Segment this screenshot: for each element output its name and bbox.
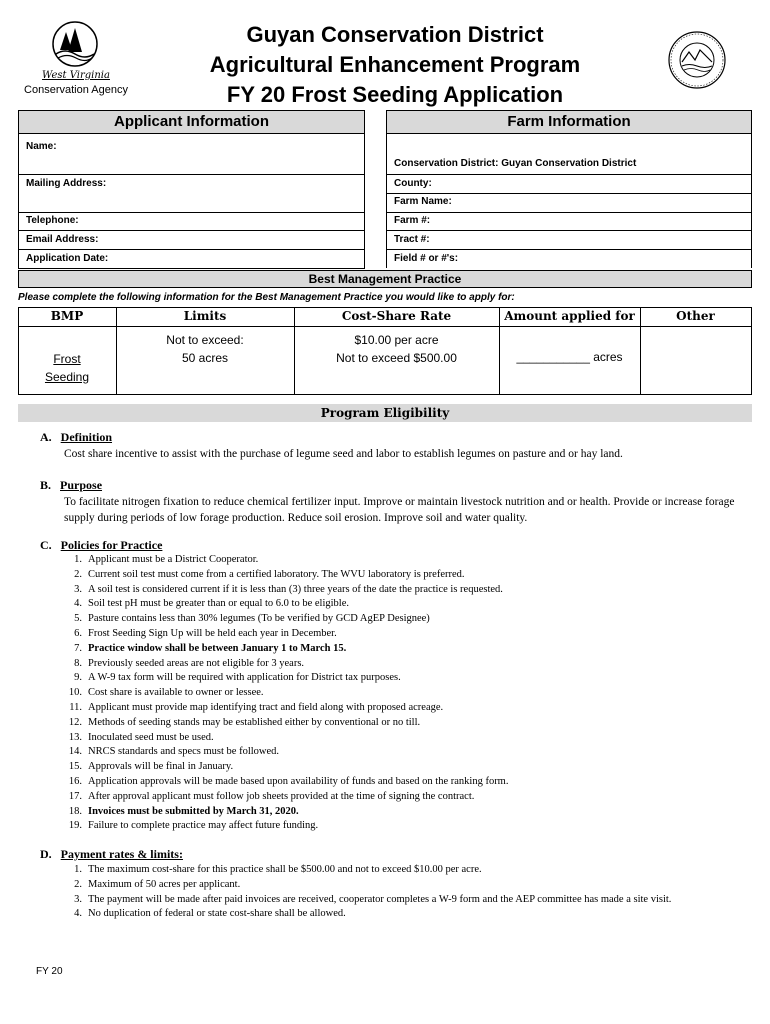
purpose-heading [40,478,102,493]
table-header-border [18,326,752,327]
amount-applied-field[interactable]: ___________ acres [516,350,623,364]
conservation-district-field: Conservation District: Guyan Conservation District [394,158,637,169]
list-item: 1. Applicant must be a District Cooperator. [74,554,259,565]
program-eligibility-header: Program Eligibility [18,404,752,422]
applicant-left-border [18,134,19,268]
logo-state-text: West Virginia [42,70,110,81]
col-header-limits: Limits [183,309,227,323]
list-item: 12. Methods of seeding stands may be established either by conventional or no till. [68,716,421,728]
list-item: 5. Pasture contains less than 30% legumes (To be verified by GCD AgEP Designee) [74,613,430,625]
bmp-header: Best Management Practice [18,270,752,288]
table-col-border [751,307,752,394]
list-item: 16. Application approvals will be made based upon availability of funds and based on the ranking form. [68,775,509,787]
list-item: 6. Frost Seeding Sign Up will be held each year in December. [74,627,337,639]
list-item: 9. A W-9 tax form will be required with application for District tax purposes. [74,672,401,684]
list-item: 3. The payment will be made after paid invoices are received, cooperator completes a W-9 form and the AEP committee has made a site visit. [74,893,672,905]
list-item: 1. The maximum cost-share for this practice shall be $500.00 and not to exceed $10.00 per acre. [74,864,482,875]
tree-mountain-icon [50,20,100,68]
bmp-name-line-1: Frost [53,352,81,366]
section-title: Purpose [60,478,103,492]
limits-line-2: 50 acres [181,351,229,365]
page-title [150,20,640,110]
list-item: 19. Failure to complete practice may affect future funding. [68,820,319,832]
rate-line-1: $10.00 per acre [354,333,439,347]
cost-share-cell [294,331,499,367]
list-item: 2. Current soil test must come from a certified laboratory. The WVU laboratory is preferred. [74,568,465,580]
farm-right-border [751,134,752,268]
section-letter: B. [40,478,52,492]
bmp-name-line-2: Seeding [44,370,90,384]
col-header-bmp: BMP [50,309,84,323]
list-item: 10. Cost share is available to owner or lessee. [68,687,264,699]
list-item: 4. No duplication of federal or state cost-share shall be allowed. [74,908,346,920]
table-bottom-border [18,394,752,395]
applicant-info-header: Applicant Information [18,110,365,134]
tract-number-field[interactable]: Tract #: [394,234,430,245]
list-item: 8. Previously seeded areas are not eligible for 3 years. [74,657,305,669]
divider [18,249,365,250]
policies-heading [40,538,162,553]
field-number-field[interactable]: Field # or #'s: [394,253,459,264]
list-item: 18. Invoices must be submitted by March 31, 2020. [68,805,299,817]
title-line-3: FY 20 Frost Seeding Application [226,82,564,107]
bmp-name-cell [18,350,116,386]
application-date-field[interactable]: Application Date: [26,253,109,264]
section-letter: C. [40,538,52,552]
list-item: 4. Soil test pH must be greater than or equal to 6.0 to be eligible. [74,598,349,610]
applicant-right-border [364,134,365,268]
divider [18,230,365,231]
farm-left-border [386,134,387,268]
telephone-field[interactable]: Telephone: [26,215,79,226]
divider [386,230,752,231]
list-item: 13. Inoculated seed must be used. [68,731,214,743]
district-seal-icon [667,30,727,90]
col-header-other: Other [676,309,715,323]
divider [386,193,752,194]
bmp-instructions: Please complete the following information for the Best Management Practice you would like to apply for: [18,292,515,303]
limits-line-1: Not to exceed: [166,333,244,347]
section-title: Policies for Practice [60,538,163,552]
payment-list [64,863,744,922]
title-line-2: Agricultural Enhancement Program [209,52,581,77]
farm-name-field[interactable]: Farm Name: [394,196,452,207]
col-header-amount: Amount applied for [504,309,635,323]
definition-heading [40,430,112,445]
list-item: 15. Approvals will be final in January. [68,761,234,773]
list-item: 2. Maximum of 50 acres per applicant. [74,878,241,890]
logo-agency-text: Conservation Agency [24,84,128,96]
divider [18,268,365,269]
section-letter: A. [40,430,52,444]
definition-text: Cost share incentive to assist with the purchase of legume seed and labor to establish legumes on pasture and or hay land. [64,448,623,460]
list-item: 3. A soil test is considered current if it is less than (3) three years of the date the practice is requested. [74,583,503,595]
divider [386,212,752,213]
col-header-cost-share-rate: Cost-Share Rate [341,309,452,323]
section-title: Payment rates & limits: [60,847,183,861]
title-line-1: Guyan Conservation District [246,22,544,47]
policies-list [64,553,744,834]
payment-heading [40,847,183,862]
name-field[interactable]: Name: [26,141,57,152]
west-virginia-conservation-agency-logo [20,20,132,100]
table-top-border [18,307,752,308]
section-letter: D. [40,847,52,861]
purpose-text: To facilitate nitrogen fixation to reduce chemical fertilizer input. Improve or maintain livestock nutrition and or health. Provide or increase forage supply during periods of low forage production. Reduce soil erosion. Improve soil and water quality. [64,496,735,524]
email-address-field[interactable]: Email Address: [26,234,99,245]
list-item: 11. Applicant must provide map identifying tract and field along with proposed acreage. [69,701,444,713]
list-item: 17. After approval applicant must follow job sheets provided at the time of signing the contract. [68,790,475,802]
county-field[interactable]: County: [394,178,432,189]
limits-cell [116,331,294,367]
divider [18,174,365,175]
mailing-address-field[interactable]: Mailing Address: [26,178,107,189]
footer-label: FY 20 [36,966,63,977]
list-item: 14. NRCS standards and specs must be followed. [68,746,280,758]
divider [18,212,365,213]
farm-info-header: Farm Information [386,110,752,134]
list-item: 7. Practice window shall be between January 1 to March 15. [74,642,347,654]
divider [386,174,752,175]
rate-line-2: Not to exceed $500.00 [336,351,457,365]
section-title: Definition [60,430,113,444]
divider [386,249,752,250]
farm-number-field[interactable]: Farm #: [394,215,431,226]
guyan-district-seal [667,30,727,95]
